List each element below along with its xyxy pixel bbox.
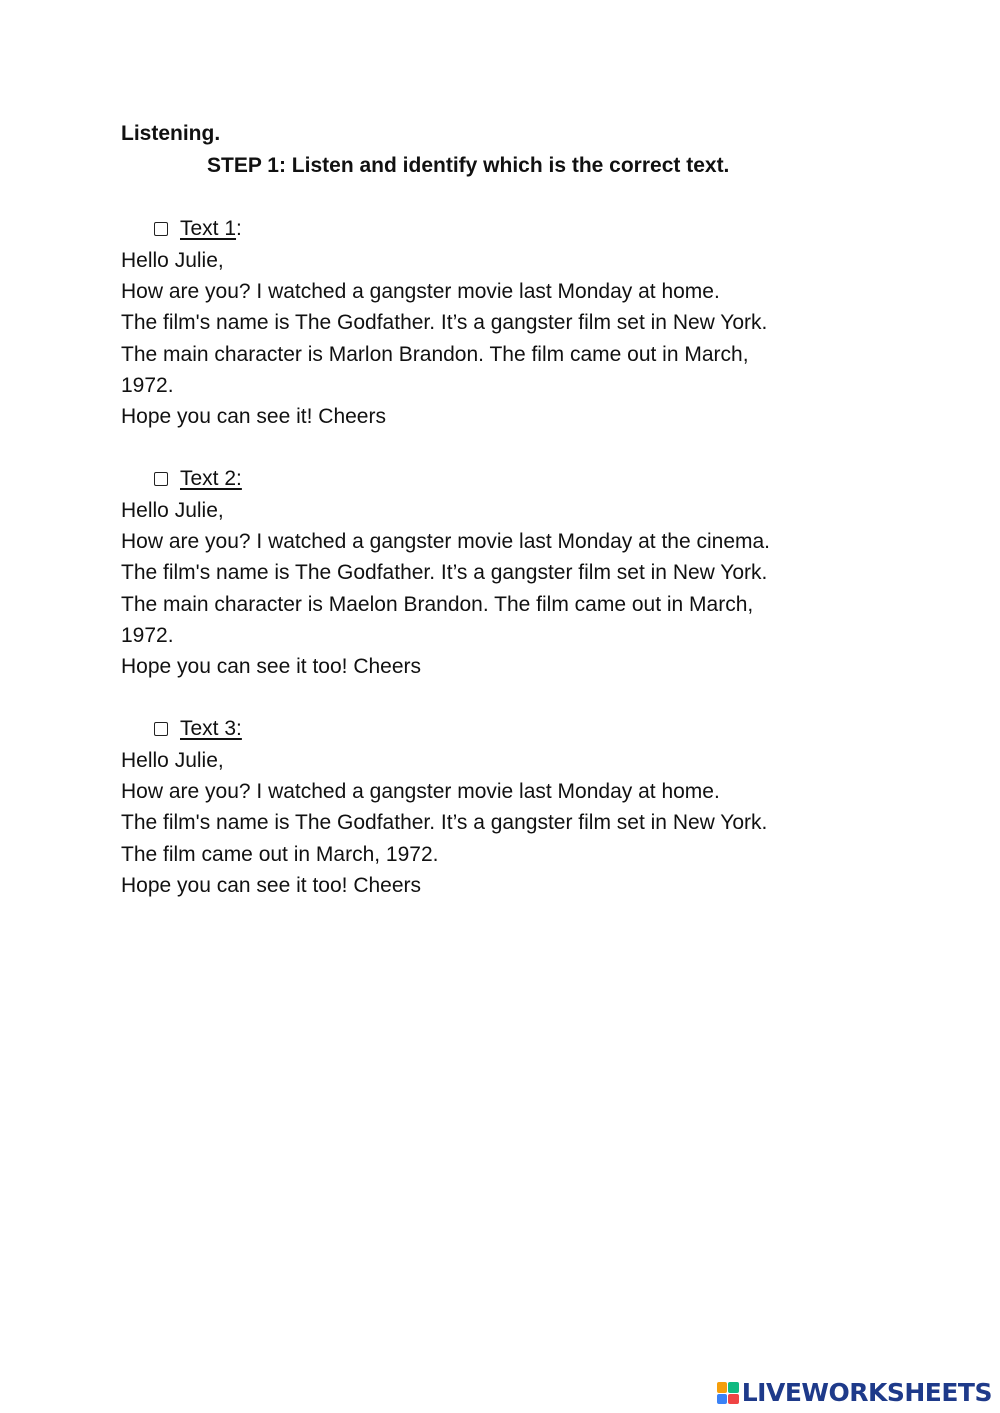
logo-mark-tile bbox=[728, 1394, 739, 1405]
option-label-text-3: Text 3: bbox=[180, 717, 242, 740]
option-text-3 bbox=[121, 714, 881, 901]
option-line: Hello Julie, bbox=[121, 749, 224, 772]
checkbox-text-3[interactable] bbox=[154, 722, 168, 736]
option-label-text-2: Text 2: bbox=[180, 467, 242, 490]
option-title bbox=[154, 464, 881, 494]
checkbox-text-2[interactable] bbox=[154, 472, 168, 486]
option-line: The main character is Marlon Brandon. The film came out in March, bbox=[121, 342, 749, 366]
logo-mark-tile bbox=[717, 1382, 728, 1393]
option-line: Hope you can see it! Cheers bbox=[121, 405, 386, 429]
option-text-2 bbox=[121, 464, 881, 682]
step-instruction: STEP 1: Listen and identify which is the correct text. bbox=[207, 154, 730, 177]
option-label-suffix: : bbox=[236, 217, 242, 240]
option-body bbox=[121, 745, 881, 901]
option-line: The main character is Maelon Brandon. The film came out in March, bbox=[121, 592, 754, 616]
option-title bbox=[154, 714, 881, 744]
option-text-1 bbox=[121, 214, 881, 432]
option-body bbox=[121, 245, 881, 432]
option-line: Hope you can see it too! Cheers bbox=[121, 655, 422, 679]
logo-mark-tile bbox=[717, 1394, 728, 1405]
checkbox-text-1[interactable] bbox=[154, 222, 168, 236]
option-body bbox=[121, 495, 881, 682]
option-line: The film's name is The Godfather. It’s a gangster film set in New York. bbox=[121, 811, 768, 835]
option-title bbox=[154, 214, 881, 244]
option-line: How are you? I watched a gangster movie last Monday at home. bbox=[121, 780, 720, 804]
option-line: Hello Julie, bbox=[121, 499, 224, 522]
liveworksheets-logo-icon bbox=[717, 1382, 739, 1404]
option-line: 1972. bbox=[121, 373, 174, 397]
liveworksheets-wordmark: LIVEWORKSHEETS bbox=[741, 1378, 992, 1407]
option-line: Hello Julie, bbox=[121, 249, 224, 272]
logo-mark-tile bbox=[728, 1382, 739, 1393]
option-label-text-1: Text 1 bbox=[180, 217, 237, 240]
option-line: How are you? I watched a gangster movie last Monday at the cinema. bbox=[121, 530, 771, 554]
option-line: The film came out in March, 1972. bbox=[121, 842, 439, 866]
option-line: The film's name is The Godfather. It’s a gangster film set in New York. bbox=[121, 561, 768, 585]
worksheet-heading: Listening. bbox=[121, 122, 221, 145]
option-line: How are you? I watched a gangster movie last Monday at home. bbox=[121, 280, 720, 304]
liveworksheets-logo bbox=[717, 1378, 992, 1408]
option-line: Hope you can see it too! Cheers bbox=[121, 873, 422, 897]
option-line: The film's name is The Godfather. It’s a gangster film set in New York. bbox=[121, 311, 768, 335]
option-line: 1972. bbox=[121, 623, 174, 647]
